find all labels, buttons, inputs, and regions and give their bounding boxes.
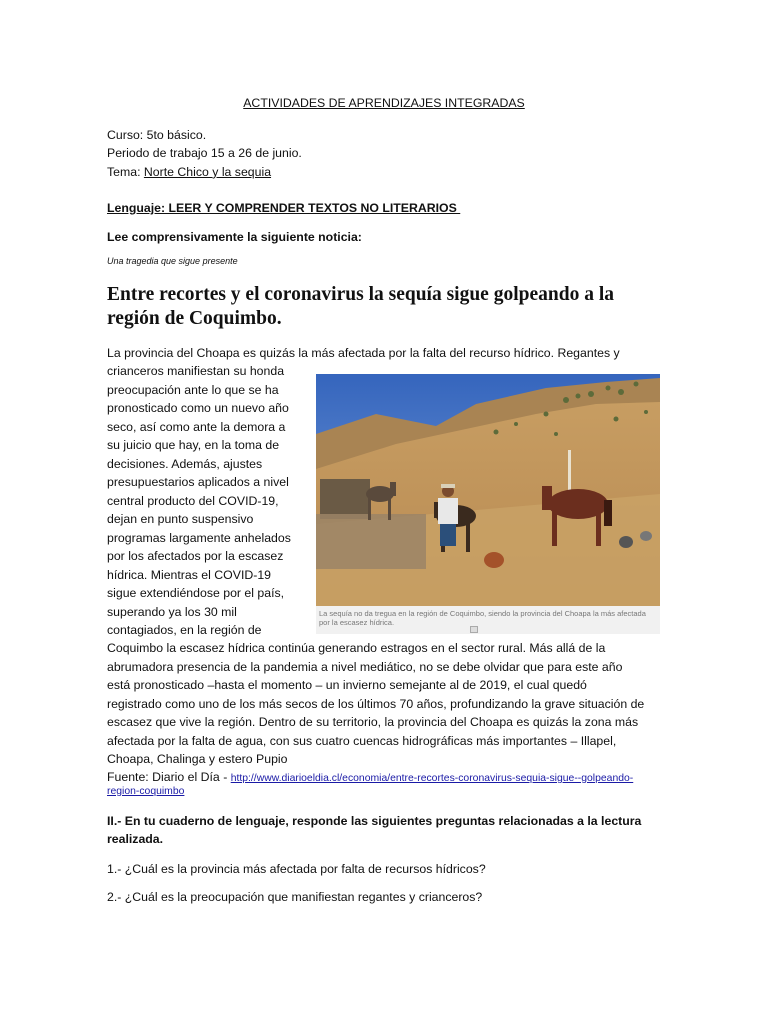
drought-landscape-photo — [316, 374, 660, 606]
topic-line — [107, 163, 302, 181]
topic-label: Tema: — [107, 164, 144, 179]
article-text-line: escasez que vive la región. Dentro de su territorio, la provincia del Choapa es quizás la zona más — [107, 715, 639, 729]
article-text-line: crianceros manifiestan su honda — [107, 364, 285, 378]
article-text-line: central producto del COVID-19, — [107, 493, 279, 508]
article-text-line: dejan en punto suspensivo — [107, 512, 254, 526]
document-title: ACTIVIDADES DE APRENDIZAJES INTEGRADAS — [243, 96, 525, 110]
news-photo-figure — [316, 374, 660, 634]
topic-value: Norte Chico y la sequia — [143, 164, 272, 179]
article-text-line: afectada por la falta de agua, con sus cuatro cuencas hidrográficas más importantes – Illapel, — [107, 733, 617, 748]
source-link-continued[interactable]: region-coquimbo — [107, 786, 185, 797]
article-text-line: decisiones. Además, ajustes — [107, 456, 263, 471]
article-text-line: hídrica. Mientras el COVID-19 — [107, 567, 272, 582]
article-kicker: Una tragedia que sigue presente — [107, 256, 238, 266]
article-text-line: registrado como uno de los más secos de los últimos 70 años, profundizando la grave situación de — [107, 696, 645, 711]
article-text-line: programas largamente anhelados — [107, 530, 291, 545]
article-text-line: pronosticado como un nuevo año — [107, 401, 289, 415]
article-text-line: presupuestarios aplicados a nivel — [107, 475, 289, 489]
period-line: Periodo de trabajo 15 a 26 de junio. — [107, 146, 302, 161]
article-wrapped-text — [107, 362, 307, 640]
course-info — [107, 126, 302, 181]
course-line: Curso: 5to básico. — [107, 128, 207, 142]
article-headline: Entre recortes y el coronavirus la sequía sigue golpeando a la región de Coquimbo. — [107, 284, 614, 329]
question-1: 1.- ¿Cuál es la provincia más afectada por falta de recursos hídricos? — [107, 862, 486, 876]
article-text-line: su juicio que hay, en la toma de — [107, 438, 280, 452]
source-link[interactable]: http://www.diarioeldia.cl/economia/entre-recortes-coronavirus-sequia-sigue--golpeando- — [230, 773, 634, 784]
source-label: Fuente: Diario el Día - — [107, 770, 231, 784]
article-text-line: abrumadora presencia de la pandemia a nivel mediático, no se debe olvidar que para este año — [107, 659, 623, 674]
article-full-text — [107, 639, 644, 769]
questions-heading: II.- En tu cuaderno de lenguaje, responde las siguientes preguntas relacionadas a la lectura realizada. — [107, 814, 642, 847]
article-text-line: preocupación ante lo que se ha — [107, 382, 279, 397]
section-heading: Lenguaje: LEER Y COMPRENDER TEXTOS NO LITERARIOS — [107, 201, 461, 215]
article-text-line: está pronosticado –hasta el momento – un invierno semejante al de 2019, el cual quedó — [107, 678, 587, 692]
reading-instruction: Lee comprensivamente la siguiente noticia: — [107, 230, 362, 244]
photo-caption: La sequía no da tregua en la región de Coquimbo, siendo la provincia del Choapa la más afectada por la escasez hídrica. — [319, 609, 646, 627]
article-text-line: seco, así como ante la demora a — [107, 419, 286, 434]
article-text-line: Choapa, Chalinga y estero Pupio — [107, 752, 288, 766]
source-line — [107, 768, 633, 788]
article-text-line: por los afectados por la escasez — [107, 549, 284, 563]
article-first-line: La provincia del Choapa es quizás la más afectada por la falta del recurso hídrico. Regantes y — [107, 346, 620, 360]
question-2: 2.- ¿Cuál es la preocupación que manifiestan regantes y crianceros? — [107, 890, 483, 904]
expand-icon[interactable] — [470, 626, 478, 633]
article-text-line: contagiados, en la región de — [107, 623, 262, 637]
article-text-line: Coquimbo la escasez hídrica continúa generando estragos en el sector rural. Más allá de la — [107, 641, 606, 655]
article-text-line: superando ya los 30 mil — [107, 604, 237, 619]
article-text-line: sigue extendiéndose por el país, — [107, 586, 285, 600]
